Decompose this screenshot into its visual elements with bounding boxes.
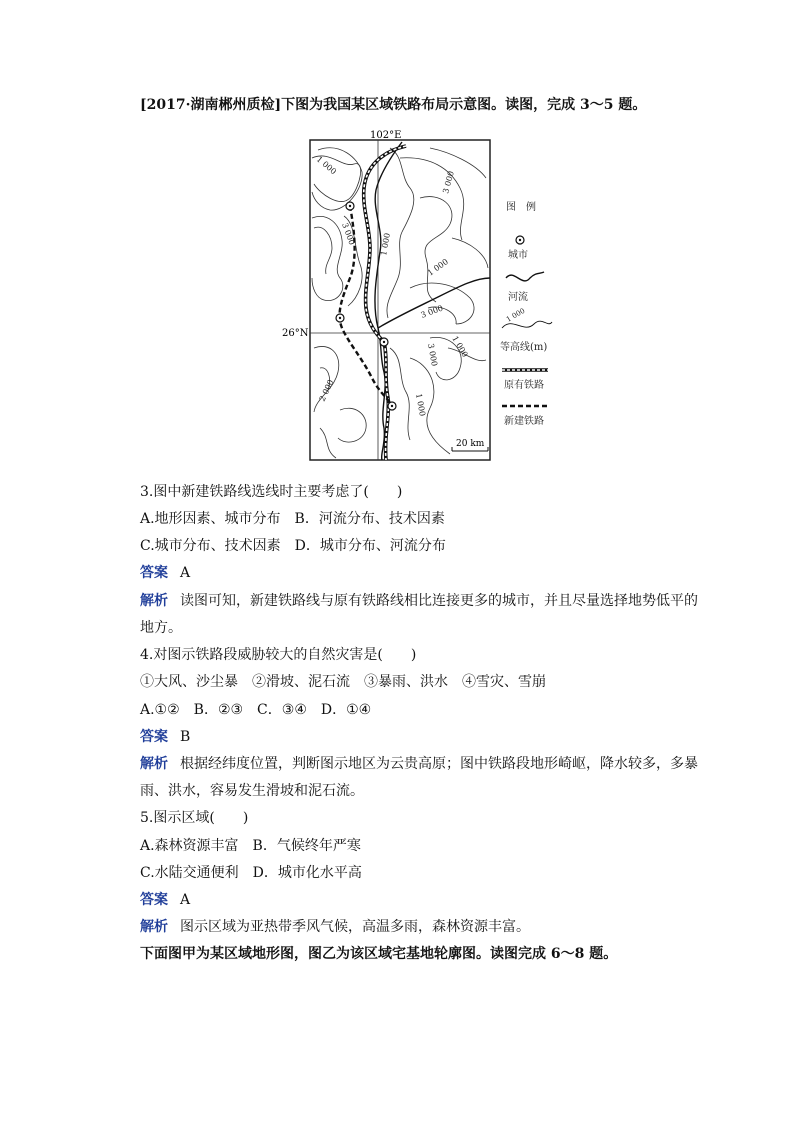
q5-options-cd: C.水陆交通便利 D．城市化水平高 bbox=[140, 865, 362, 881]
railway-map-figure bbox=[280, 128, 570, 468]
q3-options-cd: C.城市分布、技术因素 D．城市分布、河流分布 bbox=[140, 538, 446, 554]
legend-new-rail-label: 新建铁路 bbox=[504, 416, 544, 427]
q3-options-ab: A.地形因素、城市分布 B．河流分布、技术因素 bbox=[140, 511, 445, 527]
answer-value: B bbox=[180, 729, 191, 745]
q4-analysis-2: 雨、洪水，容易发生滑坡和泥石流。 bbox=[140, 783, 364, 799]
svg-text:3 000: 3 000 bbox=[441, 170, 456, 195]
answer-label: 答案 bbox=[140, 565, 168, 581]
intro-text-2: 下面图甲为某区域地形图，图乙为该区域宅基地轮廓图。读图完成 6～8 题。 bbox=[140, 946, 618, 962]
svg-text:20 km: 20 km bbox=[456, 439, 485, 449]
q5-answer bbox=[140, 890, 190, 910]
svg-text:1 000: 1 000 bbox=[425, 257, 450, 278]
q3-stem: 3.图中新建铁路线选线时主要考虑了( ) bbox=[140, 484, 403, 500]
legend-old-rail-label: 原有铁路 bbox=[504, 380, 544, 391]
answer-label: 答案 bbox=[140, 892, 168, 908]
q5-stem: 5.图示区域( ) bbox=[140, 810, 249, 826]
legend-river-icon bbox=[506, 272, 544, 281]
svg-text:1 000: 1 000 bbox=[379, 232, 392, 257]
legend-title: 图 例 bbox=[506, 202, 536, 213]
q3-answer bbox=[140, 563, 190, 583]
analysis-label: 解析 bbox=[140, 756, 168, 772]
legend-river-label: 河流 bbox=[508, 292, 528, 303]
svg-text:1 000: 1 000 bbox=[414, 392, 427, 417]
svg-text:2 000: 2 000 bbox=[317, 378, 336, 403]
legend-city-label: 城市 bbox=[508, 250, 528, 261]
legend-contour-label: 等高线(m) bbox=[500, 342, 548, 353]
svg-text:3 000: 3 000 bbox=[426, 342, 439, 367]
latitude-label: 26°N bbox=[282, 328, 309, 339]
q4-analysis-1: 解析 根据经纬度位置，判断图示地区为云贵高原；图中铁路段地形崎岖，降水较多，多暴 bbox=[140, 756, 698, 772]
q4-answer bbox=[140, 727, 190, 747]
svg-text:3 000: 3 000 bbox=[340, 221, 357, 247]
q3-analysis-2: 地方。 bbox=[140, 620, 182, 636]
intro-text-1: [2017·湖南郴州质检]下图为我国某区域铁路布局示意图。读图，完成 3～5 题。 bbox=[140, 97, 647, 113]
legend-contour-sample: 1 000 bbox=[505, 306, 527, 324]
q4-items: ①大风、沙尘暴 ②滑坡、泥石流 ③暴雨、洪水 ④雪灾、雪崩 bbox=[140, 674, 546, 690]
svg-text:1 000: 1 000 bbox=[314, 154, 339, 177]
longitude-label: 102°E bbox=[370, 130, 402, 141]
q5-analysis-1: 解析 图示区域为亚热带季风气候，高温多雨，森林资源丰富。 bbox=[140, 919, 530, 935]
q3-analysis-1: 解析 读图可知，新建铁路线与原有铁路线相比连接更多的城市，并且尽量选择地势低平的 bbox=[140, 593, 698, 609]
svg-text:1 000: 1 000 bbox=[450, 334, 470, 359]
svg-text:3 000: 3 000 bbox=[419, 303, 445, 320]
analysis-label: 解析 bbox=[140, 593, 168, 609]
q4-options: A.①② B．②③ C．③④ D．①④ bbox=[140, 702, 372, 718]
answer-value: A bbox=[180, 565, 191, 581]
map-legend bbox=[500, 200, 552, 427]
answer-value: A bbox=[180, 892, 191, 908]
analysis-label: 解析 bbox=[140, 919, 168, 935]
answer-label: 答案 bbox=[140, 729, 168, 745]
q5-options-ab: A.森林资源丰富 B．气候终年严寒 bbox=[140, 838, 361, 854]
q4-stem: 4.对图示铁路段威胁较大的自然灾害是( ) bbox=[140, 647, 417, 663]
map-frame bbox=[310, 140, 490, 460]
